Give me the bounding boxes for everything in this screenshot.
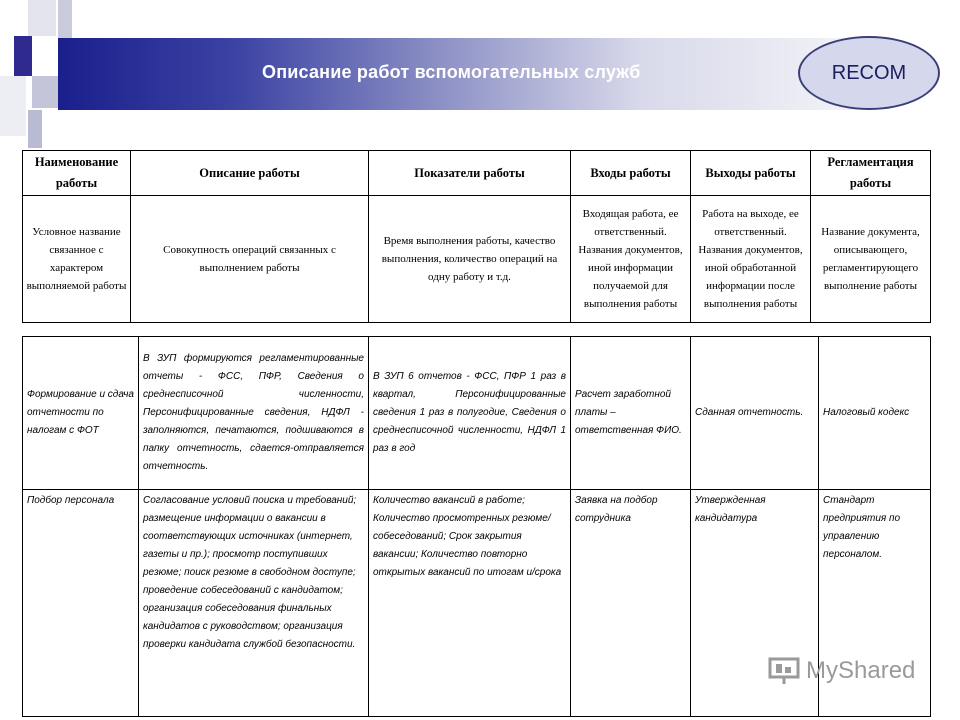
table-cell: Подбор персонала <box>23 490 139 717</box>
table-cell: Время выполнения работы, качество выполнения, количество операций на одну работу и т.д. <box>369 196 571 323</box>
slide-title: Описание работ вспомогательных служб <box>262 62 641 82</box>
watermark-text: MyShared <box>806 657 916 684</box>
table-cell: В ЗУП формируются регламентированные отчеты - ФСС, ПФР, Сведения о среднесписочной численности, Персонифицированные сведения, НДФЛ - заполняются, печатаются, подшиваются в папку отчетность, сдается-отправляется отчетность. <box>139 337 369 490</box>
column-header: Регламентация работы <box>811 151 931 196</box>
table-cell: Входящая работа, ее ответственный. Названия документов, иной информации получаемой для выполнения работы <box>571 196 691 323</box>
table-cell: Согласование условий поиска и требований; размещение информации о вакансии в соответствующих источниках (интернет, газеты и пр.); просмотр поступивших резюме; поиск резюме в свободном доступе; проведение собеседований с кандидатом; организация собеседования финальных кандидатов с руководством; организация проверки кандидата службой безопасности. <box>139 490 369 717</box>
table-cell: Стандарт предприятия по управлению персоналом. <box>819 490 931 717</box>
table-row <box>23 337 931 490</box>
table-cell: Заявка на подбор сотрудника <box>571 490 691 717</box>
watermark <box>768 656 915 686</box>
table-cell: Расчет заработной платы – ответственная ФИО. <box>571 337 691 490</box>
header-row <box>23 151 931 196</box>
decor-square <box>32 76 58 108</box>
decor-square <box>28 0 56 36</box>
column-header: Выходы работы <box>691 151 811 196</box>
header-table <box>22 150 931 323</box>
table-cell: Формирование и сдача отчетности по налогам с ФОТ <box>23 337 139 490</box>
table-cell: Совокупность операций связанных с выполнением работы <box>131 196 369 323</box>
table-cell: Условное название связанное с характером выполняемой работы <box>23 196 131 323</box>
table-cell: Налоговый кодекс <box>819 337 931 490</box>
column-header: Входы работы <box>571 151 691 196</box>
table-cell: Название документа, описывающего, регламентирующего выполнение работы <box>811 196 931 323</box>
decor-square <box>14 36 32 76</box>
table-cell: Утвержденная кандидатура <box>691 490 819 717</box>
presentation-icon <box>768 656 800 686</box>
decor-square <box>0 76 26 136</box>
column-header: Наименование работы <box>23 151 131 196</box>
table-cell: В ЗУП 6 отчетов - ФСС, ПФР 1 раз в квартал, Персонифицированные сведения 1 раз в полугодие, Сведения о среднесписочной численности, НДФЛ 1 раз в год <box>369 337 571 490</box>
table-cell: Сданная отчетность. <box>691 337 819 490</box>
decor-square <box>28 110 42 148</box>
recom-logo: RECOM <box>798 36 940 110</box>
table-cell: Работа на выходе, ее ответственный. Названия документов, иной обработанной информации после выполнения работы <box>691 196 811 323</box>
table-cell: Количество вакансий в работе; Количество просмотренных резюме/ собеседований; Срок закрытия вакансии; Количество повторно открытых вакансий по итогам и/срока <box>369 490 571 717</box>
column-header: Описание работы <box>131 151 369 196</box>
table-row <box>23 196 931 323</box>
column-header: Показатели работы <box>369 151 571 196</box>
